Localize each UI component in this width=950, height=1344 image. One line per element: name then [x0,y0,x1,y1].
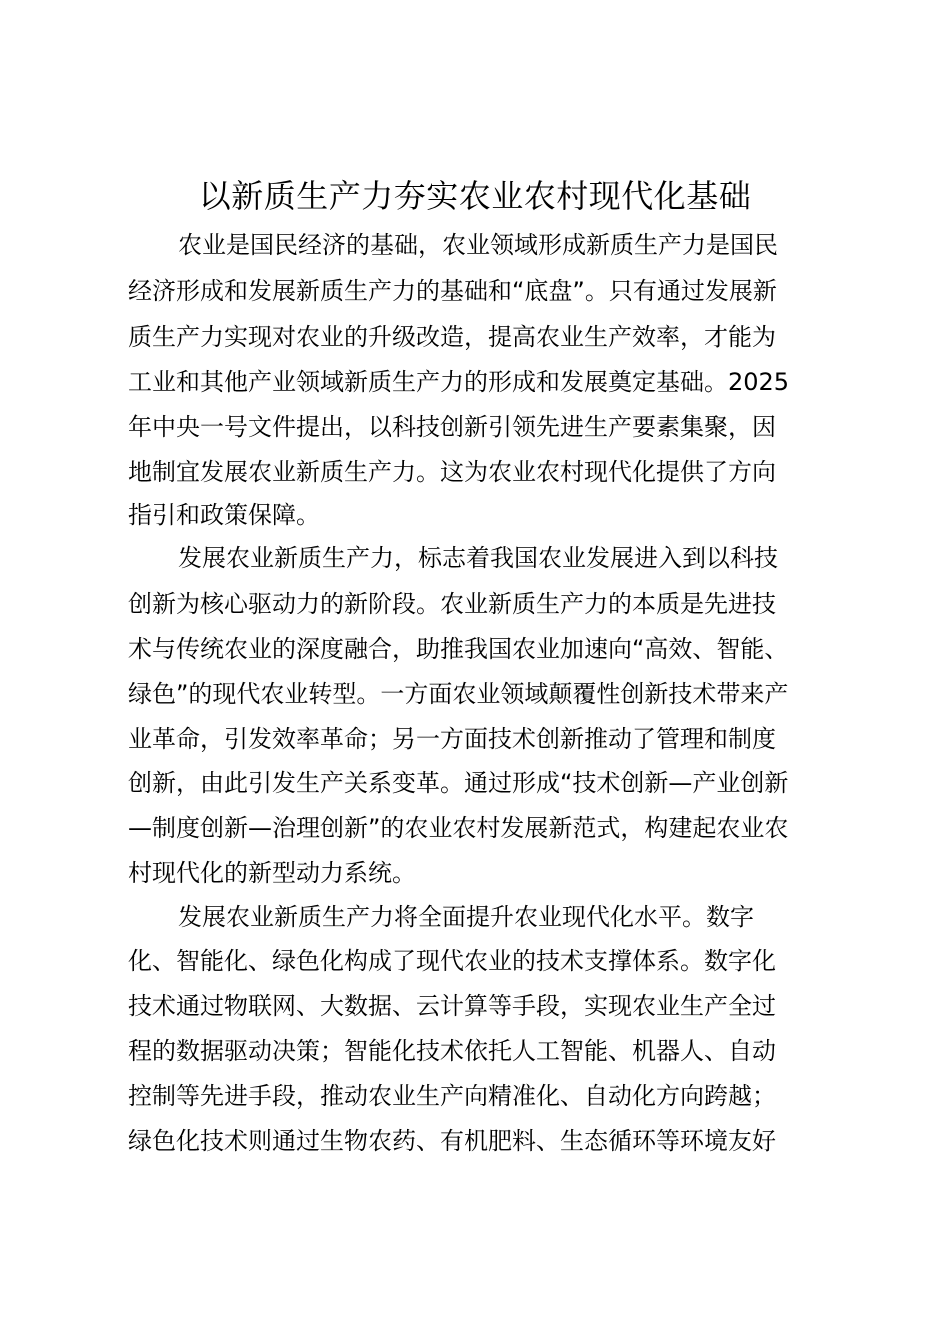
paragraph-1-line-5: 年中央一号文件提出，以科技创新引领先进生产要素集聚，因 [128,413,776,441]
paragraph-1-line-4: 工业和其他产业领域新质生产力的形成和发展奠定基础。2025 [128,368,790,396]
paragraph-3-line-3: 技术通过物联网、大数据、云计算等手段，实现农业生产全过 [128,992,776,1020]
paragraph-1-line-2: 经济形成和发展新质生产力的基础和“底盘”。只有通过发展新 [128,277,777,305]
paragraph-2-line-2: 创新为核心驱动力的新阶段。农业新质生产力的本质是先进技 [128,590,776,618]
paragraph-1-line-1: 农业是国民经济的基础，农业领域形成新质生产力是国民 [178,231,778,259]
paragraph-3-line-6: 绿色化技术则通过生物农药、有机肥料、生态循环等环境友好 [128,1127,776,1155]
document-title: 以新质生产力夯实农业农村现代化基础 [198,177,752,215]
paragraph-2-line-3: 术与传统农业的深度融合，助推我国农业加速向“高效、智能、 [128,635,789,663]
paragraph-2-line-4: 绿色”的现代农业转型。一方面农业领域颠覆性创新技术带来产 [128,680,789,708]
paragraph-1-line-7: 指引和政策保障。 [128,501,320,529]
paragraph-2-line-1: 发展农业新质生产力，标志着我国农业发展进入到以科技 [178,544,778,572]
paragraph-3-line-5: 控制等先进手段，推动农业生产向精准化、自动化方向跨越； [128,1082,776,1110]
paragraph-3-line-1: 发展农业新质生产力将全面提升农业现代化水平。数字 [178,903,754,931]
paragraph-2-line-8: 村现代化的新型动力系统。 [128,859,416,887]
paragraph-3-line-4: 程的数据驱动决策；智能化技术依托人工智能、机器人、自动 [128,1037,776,1065]
paragraph-3-line-2: 化、智能化、绿色化构成了现代农业的技术支撑体系。数字化 [128,947,776,975]
paragraph-2-line-7: —制度创新—治理创新”的农业农村发展新范式，构建起农业农 [128,814,789,842]
paragraph-1-line-6: 地制宜发展农业新质生产力。这为农业农村现代化提供了方向 [128,458,776,486]
paragraph-1-line-3: 质生产力实现对农业的升级改造，提高农业生产效率，才能为 [128,323,776,351]
paragraph-2-line-6: 创新，由此引发生产关系变革。通过形成“技术创新—产业创新 [128,769,789,797]
paragraph-2-line-5: 业革命，引发效率革命；另一方面技术创新推动了管理和制度 [128,725,776,753]
